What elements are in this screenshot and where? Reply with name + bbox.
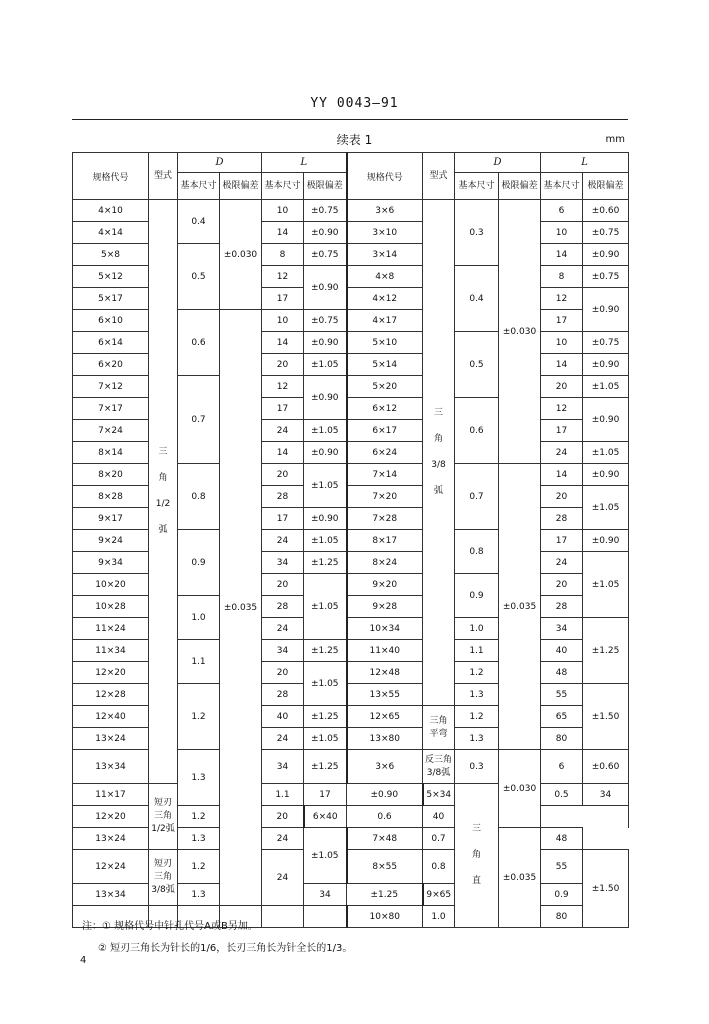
col-l-tol-header: 极限偏差 [304, 173, 347, 200]
col-spec-header-right: 规格代号 [347, 153, 423, 200]
right-type-cell: 三角 平弯 [423, 706, 455, 750]
l-basic-cell: 24 [262, 728, 304, 750]
spec-code-cell: 7×12 [73, 376, 149, 398]
spec-code-cell-right: 7×48 [347, 828, 423, 850]
l-basic-cell-right: 8 [541, 266, 583, 288]
l-basic-cell-right: 40 [423, 806, 455, 828]
table-row [73, 784, 629, 806]
spec-code-cell: 8×14 [73, 442, 149, 464]
d-tolerance-cell-right: ±0.035 [499, 464, 541, 750]
l-tolerance-cell-right: ±0.90 [583, 288, 629, 332]
spec-code-cell: 11×34 [73, 640, 149, 662]
spec-code-cell-right: 10×80 [347, 906, 423, 928]
spec-code-cell-right: 3×6 [347, 750, 423, 784]
l-basic-cell: 10 [262, 200, 304, 222]
l-basic-cell: 20 [262, 464, 304, 486]
col-d-tol-header-right: 极限偏差 [499, 173, 541, 200]
l-basic-cell-right: 34 [541, 618, 583, 640]
l-basic-cell-right: 48 [541, 828, 583, 850]
l-basic-cell: 24 [262, 828, 304, 850]
spec-code-cell: 11×24 [73, 618, 149, 640]
spec-code-cell: 4×14 [73, 222, 149, 244]
l-tolerance-cell-right: ±0.90 [583, 530, 629, 552]
l-tolerance-cell: ±1.05 [304, 354, 347, 376]
spec-code-cell-right: 13×55 [347, 684, 423, 706]
spec-code-cell-right: 10×34 [347, 618, 423, 640]
spec-code-cell: 13×24 [73, 828, 149, 850]
d-basic-cell-right: 0.5 [455, 332, 499, 398]
spec-code-cell-right: 8×55 [347, 850, 423, 884]
l-basic-cell: 40 [262, 706, 304, 728]
col-spec-header: 规格代号 [73, 153, 149, 200]
l-tolerance-cell-right: ±0.60 [583, 200, 629, 222]
d-basic-cell: 1.3 [178, 750, 220, 806]
spec-code-cell: 13×34 [73, 884, 149, 906]
spec-code-cell-right: 3×14 [347, 244, 423, 266]
d-tolerance-cell: ±0.035 [220, 310, 262, 906]
l-tolerance-cell: ±1.05 [304, 530, 347, 552]
d-tolerance-cell-right: ±0.035 [499, 828, 541, 928]
col-d-basic-header-right: 基本尺寸 [455, 173, 499, 200]
l-basic-cell-right: 20 [541, 486, 583, 508]
l-basic-cell-right: 65 [541, 706, 583, 728]
spec-code-cell: 13×34 [73, 750, 149, 784]
l-basic-cell-right: 10 [541, 332, 583, 354]
spec-table-body [73, 200, 629, 928]
col-d-tol-header: 极限偏差 [220, 173, 262, 200]
l-basic-cell: 34 [304, 884, 347, 906]
d-basic-cell: 1.1 [262, 784, 304, 806]
l-basic-cell-right: 28 [541, 508, 583, 530]
d-basic-cell-right: 0.8 [455, 530, 499, 574]
table-caption: 续表 1 [336, 133, 373, 147]
d-basic-cell-right: 0.5 [541, 784, 583, 806]
l-basic-cell: 24 [262, 420, 304, 442]
col-l-tol-header-right: 极限偏差 [583, 173, 629, 200]
l-tolerance-cell: ±1.25 [304, 750, 347, 784]
spec-code-cell-right: 8×24 [347, 552, 423, 574]
l-basic-cell-right: 17 [541, 420, 583, 442]
l-basic-cell-right: 28 [541, 596, 583, 618]
spec-code-cell-right: 6×12 [347, 398, 423, 420]
d-basic-cell: 0.6 [178, 310, 220, 376]
d-basic-cell-right: 0.6 [455, 398, 499, 464]
l-tolerance-cell: ±1.25 [304, 706, 347, 728]
l-tolerance-cell: ±0.75 [304, 310, 347, 332]
spec-code-cell-right: 11×40 [347, 640, 423, 662]
d-basic-cell-right: 0.9 [541, 884, 583, 906]
l-tolerance-cell-right: ±0.75 [583, 222, 629, 244]
l-basic-cell-right: 10 [541, 222, 583, 244]
l-tolerance-cell: ±1.25 [304, 640, 347, 662]
l-basic-cell: 12 [262, 266, 304, 288]
l-basic-cell-right: 12 [541, 288, 583, 310]
document-header: YY 0043—91 [310, 96, 399, 111]
spec-code-cell-right: 6×24 [347, 442, 423, 464]
spec-code-cell: 12×20 [73, 806, 149, 828]
l-basic-cell-right: 80 [541, 906, 583, 928]
l-basic-cell-right: 55 [541, 684, 583, 706]
l-tolerance-cell: ±1.25 [304, 552, 347, 574]
l-basic-cell-right: 17 [541, 310, 583, 332]
l-basic-cell: 34 [262, 552, 304, 574]
spec-code-cell: 8×20 [73, 464, 149, 486]
left-type-cell: 短刃 三角 3/8弧 [149, 850, 178, 906]
l-basic-cell-right: 80 [541, 728, 583, 750]
col-type-header: 型式 [149, 153, 178, 200]
d-basic-cell-right: 0.7 [455, 464, 499, 530]
spec-code-cell-right: 5×10 [347, 332, 423, 354]
l-tolerance-cell-right: ±0.75 [583, 266, 629, 288]
d-basic-cell: 1.2 [178, 806, 220, 828]
l-tolerance-cell: ±1.05 [304, 420, 347, 442]
d-basic-cell-right: 0.4 [455, 266, 499, 332]
spec-code-cell-right: 6×40 [304, 806, 347, 828]
col-d-header: D [178, 153, 262, 173]
d-basic-cell: 0.7 [178, 376, 220, 464]
right-type-cell: 三 角 直 [455, 784, 499, 928]
l-basic-cell-right: 24 [541, 442, 583, 464]
spec-code-cell-right: 9×28 [347, 596, 423, 618]
spec-code-cell: 7×24 [73, 420, 149, 442]
spec-code-cell-right: 9×65 [423, 884, 455, 906]
d-tolerance-cell-right: ±0.030 [499, 750, 541, 828]
l-basic-cell-right: 14 [541, 354, 583, 376]
l-tolerance-cell: ±0.75 [304, 200, 347, 222]
spec-code-cell-right: 7×20 [347, 486, 423, 508]
spec-code-cell-right: 7×28 [347, 508, 423, 530]
d-basic-cell: 1.2 [178, 684, 220, 750]
spec-code-cell: 12×24 [73, 850, 149, 884]
spec-code-cell: 12×20 [73, 662, 149, 684]
spec-code-cell-right: 12×65 [347, 706, 423, 728]
col-type-header-right: 型式 [423, 153, 455, 200]
left-type-cell: 三 角 1/2 弧 [149, 200, 178, 784]
l-tolerance-cell: ±0.90 [304, 222, 347, 244]
l-tolerance-cell: ±1.25 [347, 884, 423, 906]
spec-code-cell: 9×24 [73, 530, 149, 552]
d-basic-cell-right: 1.3 [455, 684, 499, 706]
d-basic-cell-right: 0.3 [455, 750, 499, 784]
l-basic-cell-right: 20 [541, 376, 583, 398]
d-basic-cell-right: 1.0 [423, 906, 455, 928]
col-l-header: L [262, 153, 347, 173]
l-basic-cell: 20 [262, 354, 304, 376]
l-basic-cell: 24 [262, 618, 304, 640]
spec-code-cell: 13×24 [73, 728, 149, 750]
l-tolerance-cell-right: ±0.90 [583, 244, 629, 266]
col-l-basic-header-right: 基本尺寸 [541, 173, 583, 200]
note-2: ② 短刃三角长为针长的1/6，长刃三角长为针全长的1/3。 [98, 943, 353, 954]
l-basic-cell: 34 [262, 640, 304, 662]
col-l-basic-header: 基本尺寸 [262, 173, 304, 200]
spec-code-cell: 12×28 [73, 684, 149, 706]
l-tolerance-cell-right: ±1.25 [583, 618, 629, 684]
l-tolerance-cell: ±1.05 [304, 828, 347, 884]
spec-code-cell: 6×20 [73, 354, 149, 376]
l-tolerance-cell-right: ±0.90 [583, 398, 629, 442]
right-type-cell: 三 角 3/8 弧 [423, 200, 455, 706]
spec-code-cell: 6×14 [73, 332, 149, 354]
spec-code-cell: 12×40 [73, 706, 149, 728]
d-basic-cell-right: 0.6 [347, 806, 423, 828]
d-basic-cell: 0.9 [178, 530, 220, 596]
spec-code-cell: 9×34 [73, 552, 149, 574]
spec-table [72, 152, 629, 928]
d-basic-cell-right: 1.0 [455, 618, 499, 640]
d-basic-cell-right: 0.9 [455, 574, 499, 618]
l-basic-cell: 28 [262, 486, 304, 508]
l-basic-cell-right: 6 [541, 750, 583, 784]
l-basic-cell: 28 [262, 684, 304, 706]
l-basic-cell: 8 [262, 244, 304, 266]
spec-code-cell: 8×28 [73, 486, 149, 508]
col-l-header-right: L [541, 153, 629, 173]
l-tolerance-cell-right: ±1.50 [583, 850, 629, 928]
l-basic-cell-right: 14 [541, 464, 583, 486]
d-basic-cell: 1.1 [178, 640, 220, 684]
l-tolerance-cell: ±0.90 [347, 784, 423, 806]
spec-code-cell: 10×20 [73, 574, 149, 596]
spec-code-cell-right: 4×12 [347, 288, 423, 310]
l-basic-cell-right: 20 [541, 574, 583, 596]
d-tolerance-cell: ±0.030 [220, 200, 262, 310]
l-basic-cell: 17 [262, 398, 304, 420]
d-basic-cell-right: 0.3 [455, 200, 499, 266]
unit-label: mm [605, 134, 625, 145]
l-tolerance-cell-right: ±1.05 [583, 442, 629, 464]
d-basic-cell: 1.3 [178, 828, 220, 850]
spec-code-cell-right: 6×17 [347, 420, 423, 442]
d-basic-cell: 0.4 [178, 200, 220, 244]
l-basic-cell: 14 [262, 442, 304, 464]
l-basic-cell: 20 [262, 574, 304, 596]
d-basic-cell-right: 1.2 [455, 706, 499, 728]
l-basic-cell-right: 6 [541, 200, 583, 222]
l-tolerance-cell: ±1.05 [304, 662, 347, 706]
l-tolerance-cell-right: ±0.90 [583, 464, 629, 486]
col-d-basic-header: 基本尺寸 [178, 173, 220, 200]
spec-code-cell: 5×12 [73, 266, 149, 288]
spec-code-cell-right: 7×14 [347, 464, 423, 486]
spec-code-cell-right: 9×20 [347, 574, 423, 596]
right-type-cell: 反三角 3/8弧 [423, 750, 455, 784]
l-tolerance-cell-right: ±0.75 [583, 332, 629, 354]
l-basic-cell: 28 [262, 596, 304, 618]
d-basic-cell-right: 1.3 [455, 728, 499, 750]
d-basic-cell-right: 1.2 [455, 662, 499, 684]
table-row [73, 850, 629, 884]
table-row [73, 200, 629, 222]
l-basic-cell: 10 [262, 310, 304, 332]
l-basic-cell: 14 [262, 222, 304, 244]
l-basic-cell-right: 48 [541, 662, 583, 684]
l-tolerance-cell: ±0.90 [304, 332, 347, 354]
spec-code-cell: 10×28 [73, 596, 149, 618]
left-type-cell: 短刃 三角 1/2弧 [149, 784, 178, 850]
note-1: 注：① 规格代号中针孔代号A或B另加。 [82, 921, 258, 932]
spec-code-cell: 5×17 [73, 288, 149, 310]
spec-code-cell-right: 12×48 [347, 662, 423, 684]
l-basic-cell: 12 [262, 376, 304, 398]
spec-code-cell-right: 3×10 [347, 222, 423, 244]
spec-code-cell: 9×17 [73, 508, 149, 530]
spec-code-cell-right: 5×20 [347, 376, 423, 398]
d-basic-cell-right: 1.1 [455, 640, 499, 662]
l-tolerance-cell-right: ±1.05 [583, 376, 629, 398]
l-tolerance-cell: ±0.90 [304, 508, 347, 530]
l-basic-cell: 24 [262, 850, 304, 906]
spec-code-cell: 11×17 [73, 784, 149, 806]
l-tolerance-cell: ±0.90 [304, 266, 347, 310]
spec-code-cell-right: 5×34 [423, 784, 455, 806]
d-basic-cell-right: 0.8 [423, 850, 455, 884]
spec-code-cell-right: 5×14 [347, 354, 423, 376]
l-basic-cell: 24 [262, 530, 304, 552]
d-basic-cell: 1.3 [178, 884, 220, 906]
header-rule [72, 119, 628, 120]
l-tolerance-cell: ±1.05 [304, 464, 347, 508]
l-tolerance-cell: ±0.90 [304, 376, 347, 420]
spec-code-cell-right: 4×8 [347, 266, 423, 288]
d-basic-cell: 1.2 [178, 850, 220, 884]
l-tolerance-cell: ±1.05 [304, 728, 347, 750]
spec-code-cell-right: 3×6 [347, 200, 423, 222]
l-basic-cell-right: 24 [541, 552, 583, 574]
col-d-header-right: D [455, 153, 541, 173]
l-basic-cell-right: 12 [541, 398, 583, 420]
l-basic-cell: 14 [262, 332, 304, 354]
l-tolerance-cell: ±1.05 [304, 574, 347, 640]
d-basic-cell-right: 0.7 [423, 828, 455, 850]
d-tolerance-cell-right: ±0.030 [499, 200, 541, 464]
spec-code-cell-right: 13×80 [347, 728, 423, 750]
l-basic-cell-right: 34 [583, 784, 629, 806]
l-tolerance-cell-right: ±0.60 [583, 750, 629, 784]
spec-code-cell: 5×8 [73, 244, 149, 266]
l-basic-cell: 17 [262, 288, 304, 310]
page-number: 4 [80, 955, 87, 966]
l-basic-cell: 17 [304, 784, 347, 806]
l-basic-cell-right: 40 [541, 640, 583, 662]
l-tolerance-cell: ±0.75 [304, 244, 347, 266]
l-basic-cell-right: 17 [541, 530, 583, 552]
l-tolerance-cell-right: ±1.05 [583, 552, 629, 618]
spec-code-cell: 7×17 [73, 398, 149, 420]
spec-code-cell: 6×10 [73, 310, 149, 332]
l-tolerance-cell-right: ±1.05 [583, 486, 629, 530]
d-basic-cell: 0.8 [178, 464, 220, 530]
notes [82, 916, 352, 960]
spec-code-cell: 4×10 [73, 200, 149, 222]
d-basic-cell: 1.0 [178, 596, 220, 640]
l-basic-cell: 17 [262, 508, 304, 530]
l-basic-cell-right: 14 [541, 244, 583, 266]
l-tolerance-cell-right: ±0.90 [583, 354, 629, 376]
l-basic-cell: 34 [262, 750, 304, 784]
l-tolerance-cell: ±0.90 [304, 442, 347, 464]
d-basic-cell: 0.5 [178, 244, 220, 310]
spec-code-cell-right: 8×17 [347, 530, 423, 552]
l-basic-cell: 20 [262, 806, 304, 828]
l-tolerance-cell-right: ±1.50 [583, 684, 629, 750]
spec-code-cell-right: 4×17 [347, 310, 423, 332]
l-basic-cell-right: 55 [541, 850, 583, 884]
l-basic-cell: 20 [262, 662, 304, 684]
